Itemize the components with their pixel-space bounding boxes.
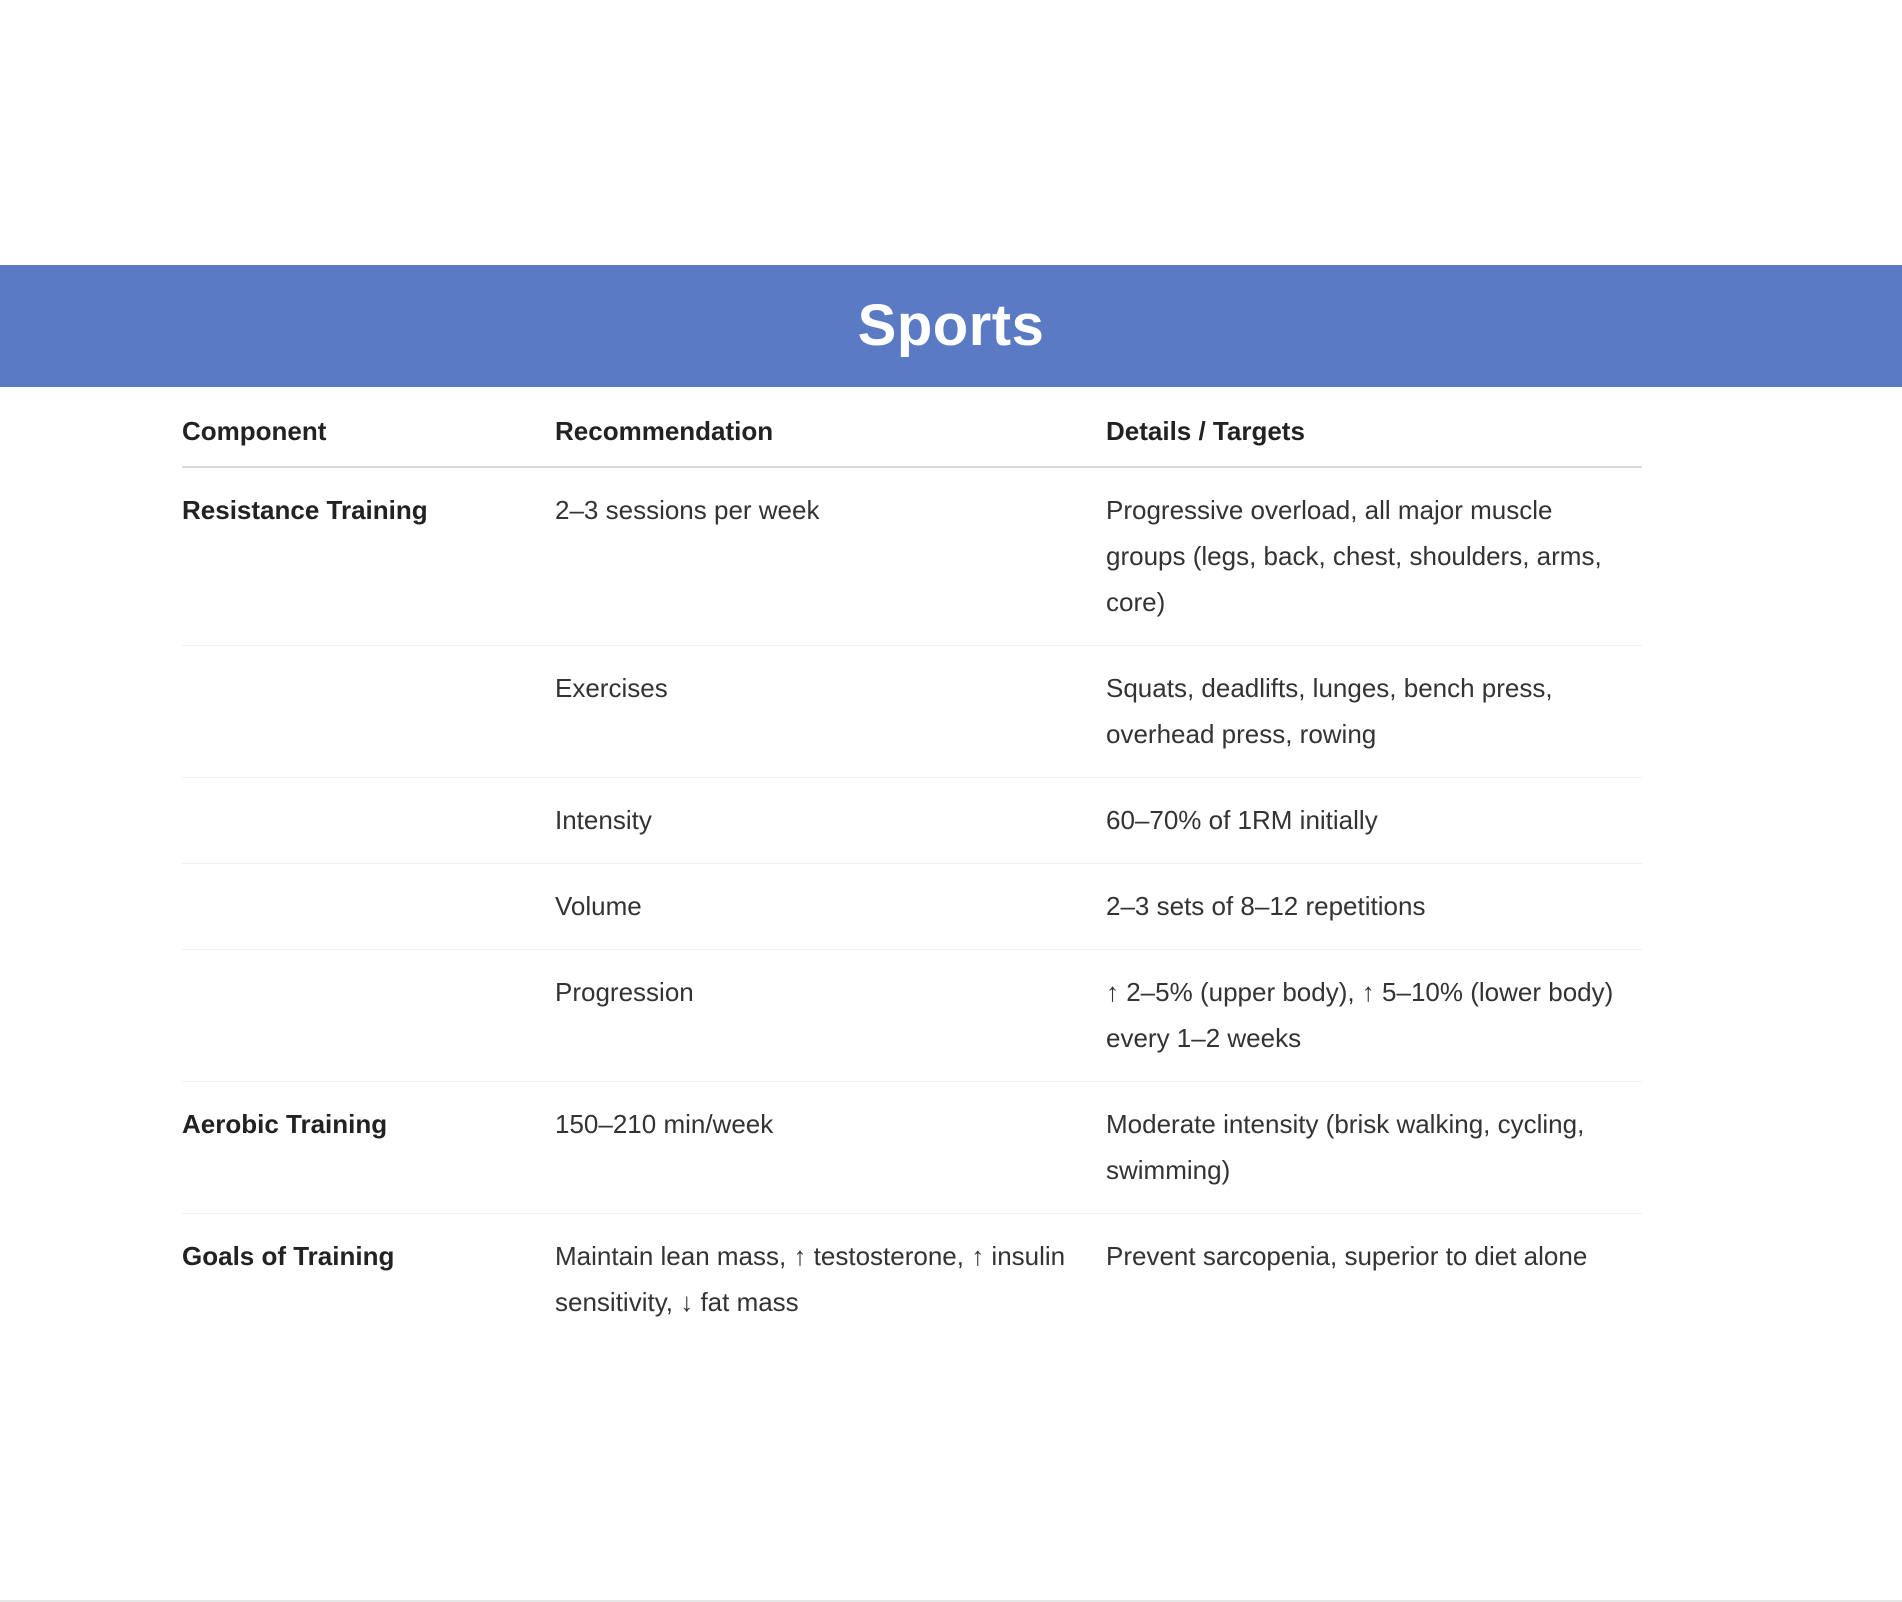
cell-recommendation: Volume [555, 864, 1106, 950]
table-row [182, 950, 1642, 1082]
table-header [182, 398, 1642, 467]
table-header-row [182, 398, 1642, 467]
cell-component [182, 778, 555, 864]
cell-component [182, 646, 555, 778]
cell-component: Goals of Training [182, 1241, 395, 1271]
cell-recommendation: Exercises [555, 646, 1106, 778]
column-header-recommendation: Recommendation [555, 398, 1106, 467]
slide-title: Sports [857, 293, 1045, 358]
cell-details: Prevent sarcopenia, superior to diet alone [1106, 1241, 1588, 1271]
cell-component: Resistance Training [182, 467, 555, 646]
sports-table [182, 398, 1642, 1345]
table-row [182, 1214, 1642, 1346]
table-row [182, 467, 1642, 646]
cell-details: Progressive overload, all major muscle groups (legs, back, chest, shoulders, arms, core) [1106, 467, 1642, 646]
cell-details: Moderate intensity (brisk walking, cycling, swimming) [1106, 1082, 1642, 1214]
cell-details: Squats, deadlifts, lunges, bench press, overhead press, rowing [1106, 646, 1642, 778]
cell-component [182, 864, 555, 950]
table-row [182, 646, 1642, 778]
table-row [182, 864, 1642, 950]
cell-recommendation: Progression [555, 950, 1106, 1082]
column-header-details: Details / Targets [1106, 398, 1642, 467]
table-body [182, 467, 1642, 1345]
cell-recommendation: 150–210 min/week [555, 1082, 1106, 1214]
table-row [182, 1082, 1642, 1214]
column-header-component: Component [182, 398, 555, 467]
cell-details: 2–3 sets of 8–12 repetitions [1106, 864, 1642, 950]
cell-recommendation: Intensity [555, 778, 1106, 864]
cell-details: ↑ 2–5% (upper body), ↑ 5–10% (lower body) every 1–2 weeks [1106, 950, 1642, 1082]
cell-recommendation: 2–3 sessions per week [555, 467, 1106, 646]
table-row [182, 778, 1642, 864]
slide-header-band [0, 265, 1902, 387]
sports-table-container [182, 398, 1642, 1345]
cell-details: 60–70% of 1RM initially [1106, 778, 1642, 864]
cell-component [182, 950, 555, 1082]
cell-component: Aerobic Training [182, 1082, 555, 1214]
cell-recommendation: Maintain lean mass, ↑ testosterone, ↑ insulin sensitivity, ↓ fat mass [555, 1241, 1066, 1317]
